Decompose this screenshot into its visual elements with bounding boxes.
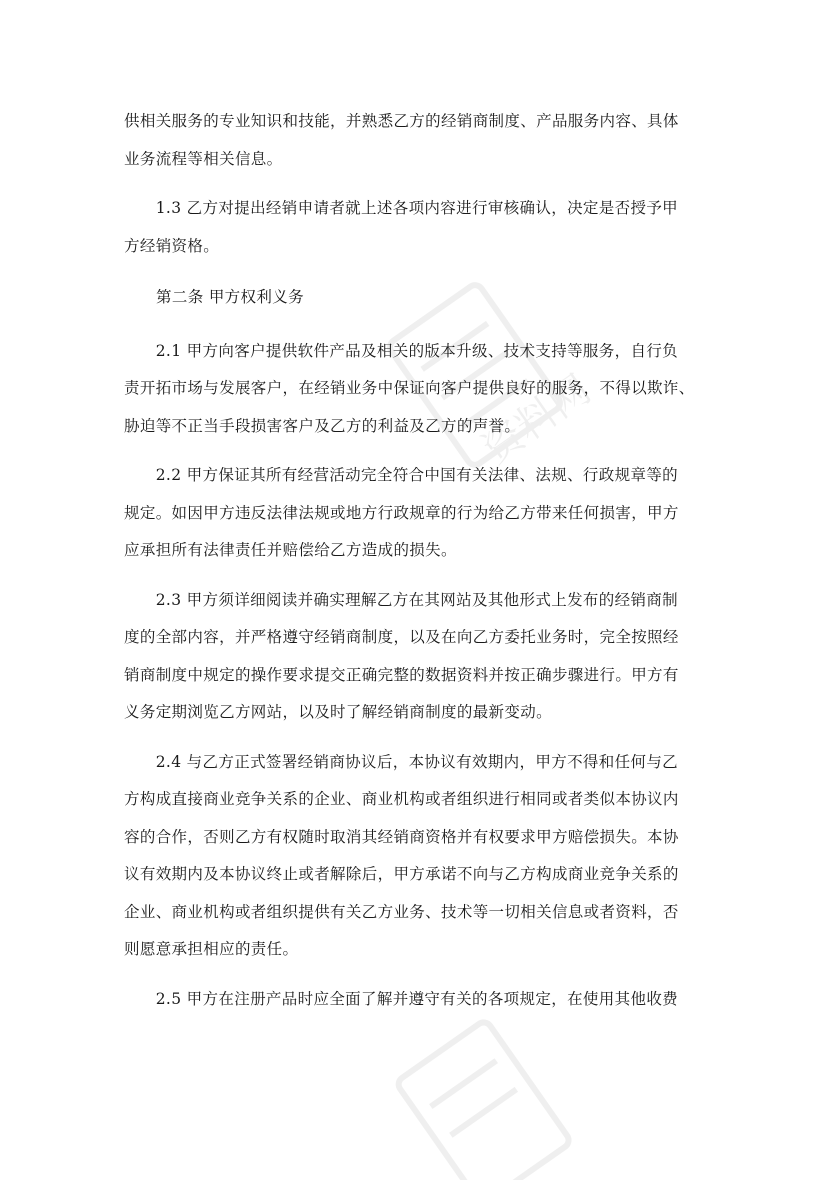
text-line: 胁迫等不正当手段损害客户及乙方的利益及乙方的声誉。 xyxy=(124,416,521,435)
text-line: 2.1 甲方向客户提供软件产品及相关的版本升级、技术支持等服务，自行负 xyxy=(124,341,679,360)
text-line: 规定。如因甲方违反法律法规或地方行政规章的行为给乙方带来任何损害，甲方 xyxy=(124,503,679,522)
text-line: 应承担所有法律责任并赔偿给乙方造成的损失。 xyxy=(124,541,457,559)
text-line: 销商制度中规定的操作要求提交正确完整的数据资料并按正确步骤进行。甲方有 xyxy=(124,665,679,684)
text-line: 企业、商业机构或者组织提供有关乙方业务、技术等一切相关信息或者资料，否 xyxy=(124,902,679,921)
text-line: 2.2 甲方保证其所有经营活动完全符合中国有关法律、法规、行政规章等的 xyxy=(124,466,679,484)
text-line: 度的全部内容，并严格遵守经销商制度，以及在向乙方委托业务时，完全按照经 xyxy=(124,628,679,646)
paragraph-1-2-continued xyxy=(124,103,708,178)
text-line: 2.3 甲方须详细阅读并确实理解乙方在其网站及其他形式上发布的经销商制 xyxy=(124,590,679,609)
text-line: 方构成直接商业竞争关系的企业、商业机构或者组织进行相同或者类似本协议内 xyxy=(124,790,679,808)
paragraph-2-3 xyxy=(124,582,708,732)
paragraph-2-2 xyxy=(124,457,708,570)
document-body xyxy=(124,103,708,1030)
watermark-text: 资料网 xyxy=(474,366,600,473)
text-line: 义务定期浏览乙方网站，以及时了解经销商制度的最新变动。 xyxy=(124,703,552,721)
text-line: 2.4 与乙方正式签署经销商协议后，本协议有效期内，甲方不得和任何与乙 xyxy=(124,752,679,771)
text-line: 2.5 甲方在注册产品时应全面了解并遵守有关的各项规定，在使用其他收费 xyxy=(124,989,679,1008)
watermark-bottom xyxy=(380,1020,570,1180)
paragraph-1-3 xyxy=(124,190,708,265)
text-line: 供相关服务的专业知识和技能，并熟悉乙方的经销商制度、产品服务内容、具体 xyxy=(124,112,679,130)
paragraph-2-1 xyxy=(124,333,708,446)
text-line: 议有效期内及本协议终止或者解除后，甲方承诺不向与乙方构成商业竞争关系的 xyxy=(124,865,679,883)
text-line: 责开拓市场与发展客户，在经销业务中保证向客户提供良好的服务，不得以欺诈、 xyxy=(124,379,695,397)
text-line: 方经销资格。 xyxy=(124,236,220,255)
text-line: 则愿意承担相应的责任。 xyxy=(124,940,299,958)
section-heading-article-2: 第二条 甲方权利义务 xyxy=(156,288,304,306)
paragraph-2-4 xyxy=(124,744,708,969)
text-line: 业务流程等相关信息。 xyxy=(124,149,283,168)
text-line: 容的合作，否则乙方有权随时取消其经销商资格并有权要求甲方赔偿损失。本协 xyxy=(124,827,679,846)
paragraph-2-5 xyxy=(124,981,708,1019)
text-line: 1.3 乙方对提出经销申请者就上述各项内容进行审核确认，决定是否授予甲 xyxy=(124,199,679,217)
